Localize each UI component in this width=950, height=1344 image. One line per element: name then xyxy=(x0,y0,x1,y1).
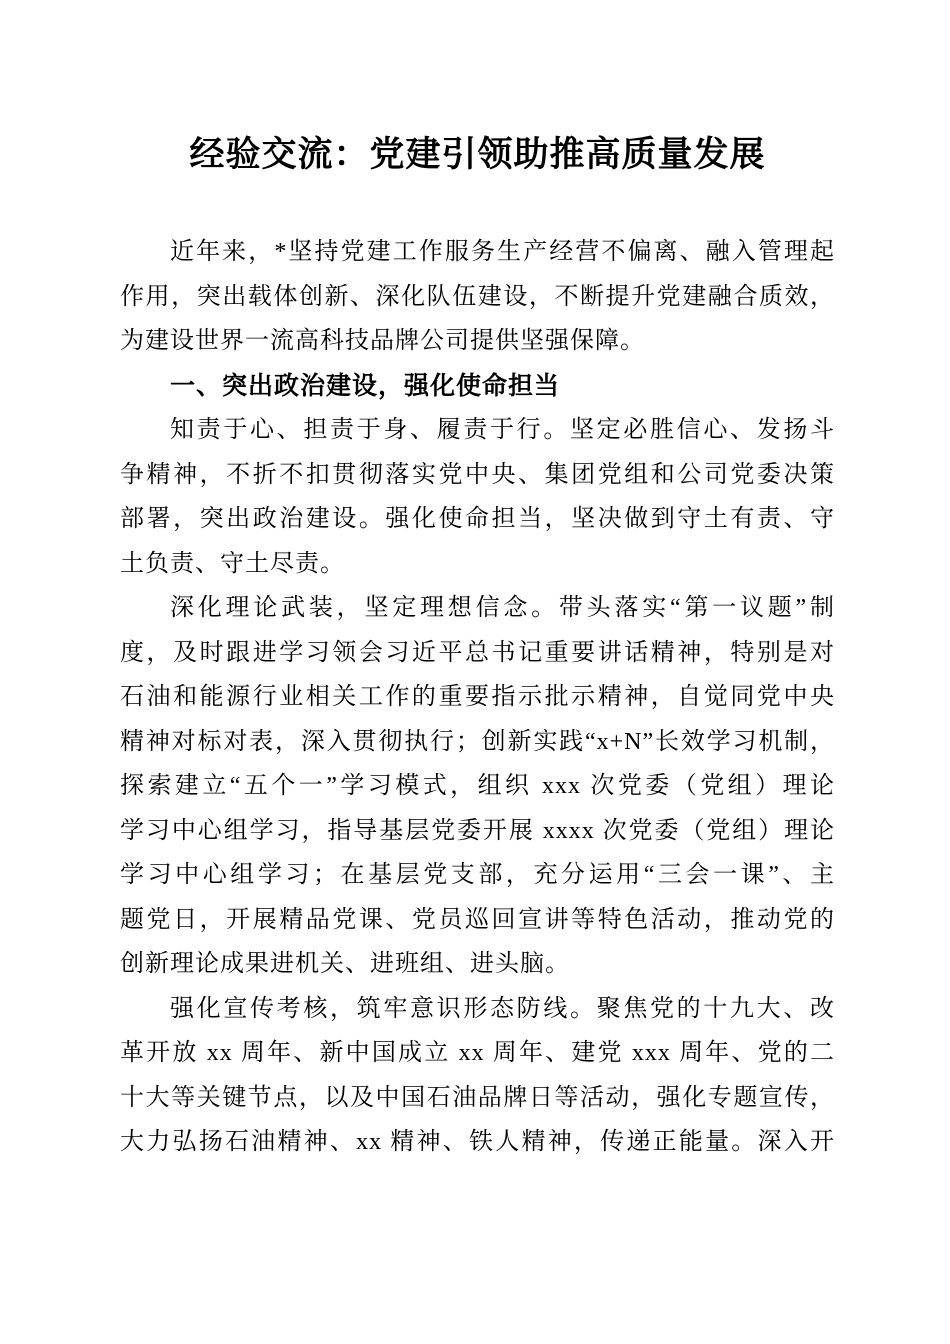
text-line: 知责于心、担责于身、履责于行。坚定必胜信心、发扬斗 xyxy=(170,417,835,443)
text-line: 作用，突出载体创新、深化队伍建设，不断提升党建融合质效， xyxy=(120,283,835,310)
document-body xyxy=(120,230,835,1165)
text-line: 部署，突出政治建设。强化使命担当，坚决做到守土有责、守 xyxy=(120,506,835,532)
document-content xyxy=(120,0,835,1165)
paragraph xyxy=(120,987,835,1165)
text-line: 为建设世界一流高科技品牌公司提供坚强保障。 xyxy=(120,328,645,354)
text-line: 近年来，*坚持党建工作服务生产经营不偏离、融入管理起 xyxy=(170,239,835,265)
text-line: 十大等关键节点，以及中国石油品牌日等活动，强化专题宣传， xyxy=(120,1084,835,1111)
paragraph xyxy=(120,230,835,364)
text-line: 石油和能源行业相关工作的重要指示批示精神，自觉同党中央 xyxy=(120,684,835,710)
text-line: 争精神，不折不扣贯彻落实党中央、集团党组和公司党委决策 xyxy=(120,461,835,488)
text-line: 探索建立“五个一”学习模式，组织 xxx 次党委（党组）理论 xyxy=(120,773,835,799)
text-line: 学习中心组学习，指导基层党委开展 xxxx 次党委（党组）理论 xyxy=(120,817,835,844)
text-line: 题党日，开展精品党课、党员巡回宣讲等特色活动，推动党的 xyxy=(120,906,835,933)
text-line: 革开放 xx 周年、新中国成立 xx 周年、建党 xxx 周年、党的二 xyxy=(120,1040,835,1066)
text-line: 精神对标对表，深入贯彻执行；创新实践“x+N”长效学习机制， xyxy=(120,728,835,755)
text-line: 土负责、守土尽责。 xyxy=(120,550,345,577)
document-title: 经验交流：党建引领助推高质量发展 xyxy=(189,135,766,174)
text-line: 度，及时跟进学习领会习近平总书记重要讲话精神，特别是对 xyxy=(120,639,835,666)
text-line: 创新理论成果进机关、进班组、进头脑。 xyxy=(120,951,570,977)
section-heading: 一、突出政治建设，强化使命担当 xyxy=(170,371,561,400)
paragraph xyxy=(120,408,835,586)
text-line: 强化宣传考核，筑牢意识形态防线。聚焦党的十九大、改 xyxy=(170,995,835,1022)
text-line: 学习中心组学习；在基层党支部，充分运用“三会一课”、主 xyxy=(120,862,835,888)
text-line: 大力弘扬石油精神、xx 精神、铁人精神，传递正能量。深入开 xyxy=(120,1129,835,1155)
paragraph xyxy=(120,586,835,987)
text-line: 深化理论武装，坚定理想信念。带头落实“第一议题”制 xyxy=(170,595,835,621)
